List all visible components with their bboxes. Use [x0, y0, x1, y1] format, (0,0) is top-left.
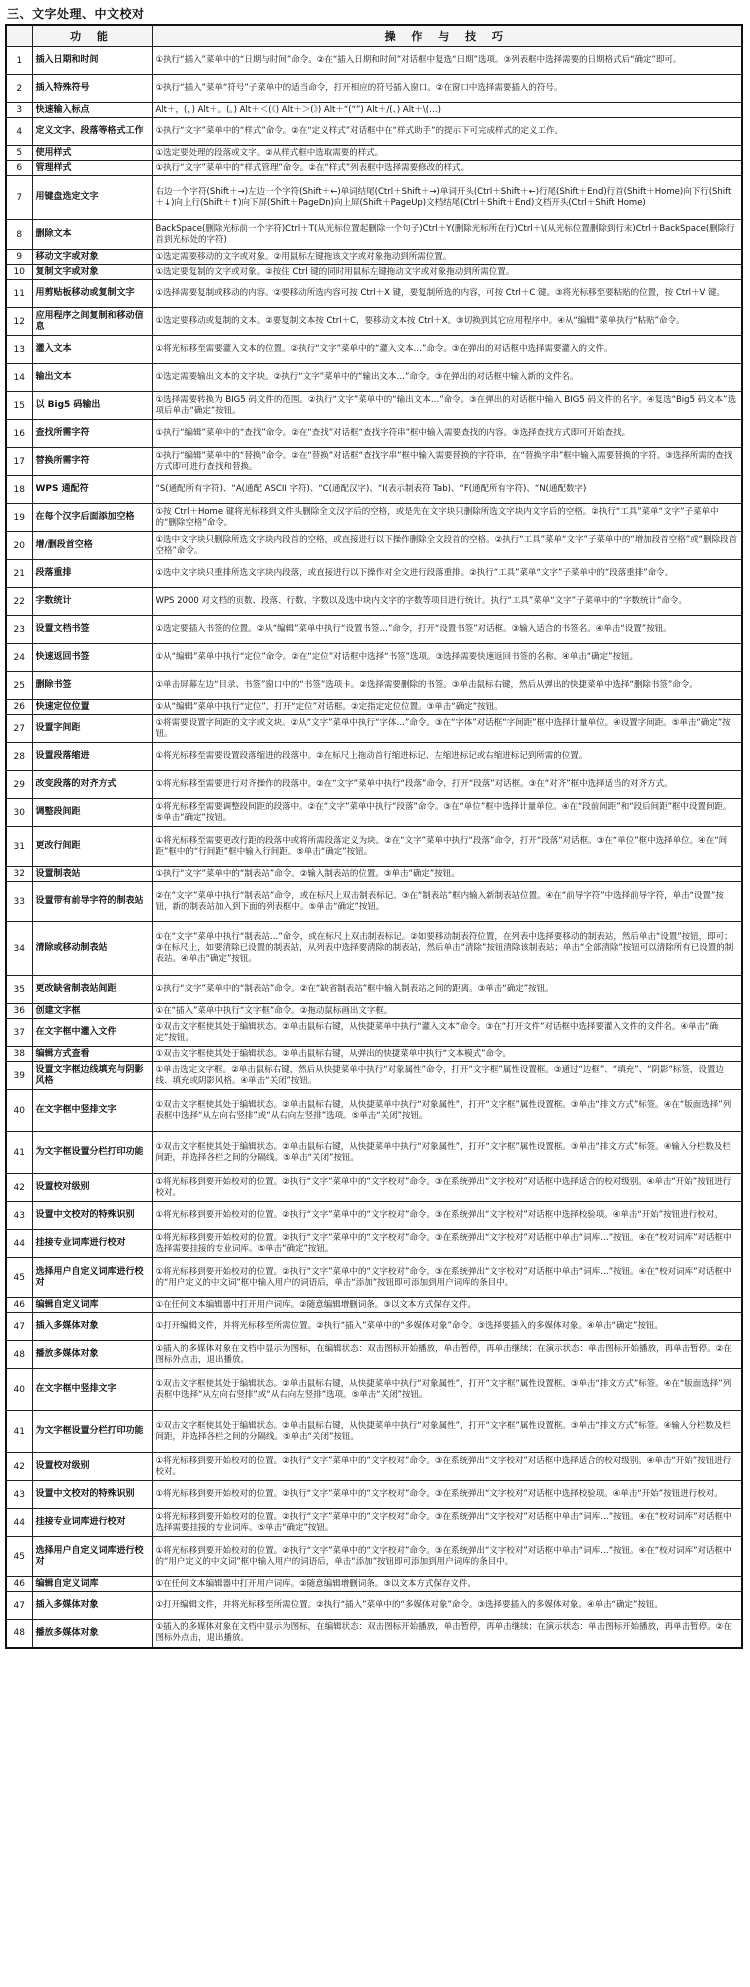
row-operation: ①执行“文字”菜单中的“制表站”命令。②输入制表站的位置。③单击“确定”按钮。 — [152, 867, 742, 882]
row-operation: ①双击文字框使其处于编辑状态。②单击鼠标右键，从快捷菜单中执行“对象属性”，打开“文字框”属性设置框。③单击“排文方式”标签。④在“版面选择”列表框中选择“从左向右竖排”或“从右向左竖排”选项。⑤单击“关闭”按钮。 — [152, 1369, 742, 1411]
row-number: 37 — [6, 1019, 32, 1047]
row-number: 41 — [6, 1411, 32, 1453]
row-number: 22 — [6, 588, 32, 616]
row-function: 设置制表站 — [32, 867, 152, 882]
row-function: 快速输入标点 — [32, 103, 152, 118]
row-function: 播放多媒体对象 — [32, 1620, 152, 1648]
table-row — [6, 616, 742, 644]
row-number: 31 — [6, 827, 32, 867]
row-operation: ①打开编辑文件，并将光标移至所需位置。②执行“插入”菜单中的“多媒体对象”命令。③选择要插入的多媒体对象。④单击“确定”按钮。 — [152, 1313, 742, 1341]
row-function: 移动文字或对象 — [32, 250, 152, 265]
row-operation: ①将光标移到要开始校对的位置。②执行“文字”菜单中的“文字校对”命令。③在系统弹出“文字校对”对话框中选择校验项。④单击“开始”按钮进行校对。 — [152, 1481, 742, 1509]
row-function: 在文字框中灌入文件 — [32, 1019, 152, 1047]
table-row — [6, 1090, 742, 1132]
row-function: 插入多媒体对象 — [32, 1592, 152, 1620]
row-number: 42 — [6, 1174, 32, 1202]
row-function: 以 Big5 码输出 — [32, 392, 152, 420]
row-function: 查找所需字符 — [32, 420, 152, 448]
table-body — [6, 47, 742, 1648]
row-operation: ①选定要移动或复制的文本。②要复制文本按 Ctrl＋C，要移动文本按 Ctrl＋X。③切换到其它应用程序中。④从“编辑”菜单执行“粘贴”命令。 — [152, 308, 742, 336]
row-function: 管理样式 — [32, 161, 152, 176]
table-row — [6, 1411, 742, 1453]
row-function: 设置中文校对的特殊识别 — [32, 1481, 152, 1509]
table-row — [6, 392, 742, 420]
row-operation: ①选择需要转换为 BIG5 码文件的范围。②执行“文字”菜单中的“输出文本…”命令。③在弹出的对话框中输入 BIG5 码文件的名字。④复选“Big5 码文本”选项后单击“确定”按钮。 — [152, 392, 742, 420]
row-function: 插入多媒体对象 — [32, 1313, 152, 1341]
row-function: 设置校对级别 — [32, 1174, 152, 1202]
row-operation: ①将光标移到要开始校对的位置。②执行“文字”菜单中的“文字校对”命令。③在系统弹出“文字校对”对话框中单击“词库…”按钮。④在“校对词库”对话框中选择需要挂接的专业词库。⑤单击“确定”按钮。 — [152, 1230, 742, 1258]
table-row — [6, 1537, 742, 1577]
header-function: 功 能 — [32, 25, 152, 47]
row-number: 45 — [6, 1258, 32, 1298]
row-number: 36 — [6, 1004, 32, 1019]
row-function: 设置文档书签 — [32, 616, 152, 644]
row-operation: ①执行“编辑”菜单中的“替换”命令。②在“替换”对话框“查找字串”框中输入需要替换的字符串，在“替换字串”框中输入需要替换的字符。③选择所需的查找方式即可进行查找和替换。 — [152, 448, 742, 476]
row-operation: ①将光标移至需要灌入文本的位置。②执行“文字”菜单中的“灌入文本…”命令。③在弹出的对话框中选择需要灌入的文件。 — [152, 336, 742, 364]
row-function: 在每个汉字后面添加空格 — [32, 504, 152, 532]
row-function: 挂接专业词库进行校对 — [32, 1230, 152, 1258]
row-operation: ①将光标移到要开始校对的位置。②执行“文字”菜单中的“文字校对”命令。③在系统弹出“文字校对”对话框中选择校验项。④单击“开始”按钮进行校对。 — [152, 1202, 742, 1230]
row-operation: ①在任何文本编辑器中打开用户词库。②随意编辑增删词条。③以文本方式保存文件。 — [152, 1298, 742, 1313]
row-function: 在文字框中竖排文字 — [32, 1369, 152, 1411]
row-operation: ①将需要设置字间距的文字或文块。②从“文字”菜单中执行“字体…”命令。③在“字体”对话框“字间距”框中选择计量单位。④设置字间距。⑤单击“确定”按钮。 — [152, 715, 742, 743]
row-operation: ①打开编辑文件，并将光标移至所需位置。②执行“插入”菜单中的“多媒体对象”命令。③选择要插入的多媒体对象。④单击“确定”按钮。 — [152, 1592, 742, 1620]
table-row — [6, 250, 742, 265]
row-number: 11 — [6, 280, 32, 308]
table-row — [6, 1509, 742, 1537]
table-row — [6, 588, 742, 616]
table-row — [6, 1004, 742, 1019]
row-number: 4 — [6, 118, 32, 146]
section-title: 三、文字处理、中文校对 — [7, 7, 145, 21]
table-row — [6, 672, 742, 700]
table-row — [6, 1298, 742, 1313]
table-header-row — [6, 25, 742, 47]
row-function: 更改行间距 — [32, 827, 152, 867]
row-function: 替换所需字符 — [32, 448, 152, 476]
row-operation: ①选定需要移动的文字或对象。②用鼠标左键拖该文字或对象拖动到所需位置。 — [152, 250, 742, 265]
header-operation: 操 作 与 技 巧 — [152, 25, 742, 47]
row-operation: ①将光标移到要开始校对的位置。②执行“文字”菜单中的“文字校对”命令。③在系统弹出“文字校对”对话框中单击“词库…”按钮。④在“校对词库”对话框中选择需要挂接的专业词库。⑤单击“确定”按钮。 — [152, 1509, 742, 1537]
row-number: 2 — [6, 75, 32, 103]
row-number: 35 — [6, 976, 32, 1004]
row-number: 46 — [6, 1298, 32, 1313]
row-function: 为文字框设置分栏打印功能 — [32, 1411, 152, 1453]
table-row — [6, 1230, 742, 1258]
row-function: 选择用户自定义词库进行校对 — [32, 1537, 152, 1577]
table-row — [6, 1369, 742, 1411]
table-row — [6, 1174, 742, 1202]
table-row — [6, 476, 742, 504]
table-row — [6, 644, 742, 672]
table-row — [6, 882, 742, 922]
row-function: 编辑自定义词库 — [32, 1577, 152, 1592]
table-row — [6, 922, 742, 976]
table-row — [6, 1481, 742, 1509]
row-operation: ①执行“编辑”菜单中的“查找”命令。②在“查找”对话框“查找字符串”框中输入需要查找的内容。③选择查找方式即可开始查找。 — [152, 420, 742, 448]
row-number: 9 — [6, 250, 32, 265]
row-number: 40 — [6, 1369, 32, 1411]
table-row — [6, 827, 742, 867]
row-function: 灌入文本 — [32, 336, 152, 364]
row-number: 32 — [6, 867, 32, 882]
row-function: 用键盘选定文字 — [32, 176, 152, 220]
row-function: 设置校对级别 — [32, 1453, 152, 1481]
row-number: 6 — [6, 161, 32, 176]
row-operation: BackSpace(删除光标前一个字符)Ctrl＋T(从光标位置起删除一个句子)Ctrl＋Y(删除光标所在行)Ctrl＋\(从光标位置删除到行末)Ctrl＋BackSpace(删除行首到光标处的字符) — [152, 220, 742, 250]
row-number: 33 — [6, 882, 32, 922]
row-function: 播放多媒体对象 — [32, 1341, 152, 1369]
table-row — [6, 1019, 742, 1047]
table-row — [6, 1313, 742, 1341]
row-function: 段落重排 — [32, 560, 152, 588]
row-operation: 右边一个字符(Shift＋→)左边一个字符(Shift＋←)单词结尾(Ctrl＋Shift＋→)单词开头(Ctrl＋Shift＋←)行尾(Shift＋End)行首(Shift＋Home)向下行(Shift＋↓)向上行(Shift＋↑)向下屏(Shift＋PageDn)向上屏(Shift＋PageUp)文档结尾(Ctrl＋Shift＋End)文档开头(Ctrl＋Shift Home) — [152, 176, 742, 220]
row-number: 27 — [6, 715, 32, 743]
table-row — [6, 265, 742, 280]
row-operation: ①选定要复制的文字或对象。②按住 Ctrl 键的同时用鼠标左键拖动文字或对象拖动到所需位置。 — [152, 265, 742, 280]
table-row — [6, 799, 742, 827]
row-operation: ①双击文字框使其处于编辑状态。②单击鼠标右键，从弹出的快捷菜单中执行“文本模式”命令。 — [152, 1047, 742, 1062]
row-function: 定义文字、段落等格式工作 — [32, 118, 152, 146]
table-row — [6, 700, 742, 715]
row-number: 15 — [6, 392, 32, 420]
table-row — [6, 1062, 742, 1090]
row-number: 46 — [6, 1577, 32, 1592]
row-operation: ①双击文字框使其处于编辑状态。②单击鼠标右键，从快捷菜单中执行“对象属性”，打开“文字框”属性设置框。③单击“排文方式”标签。④输入分栏数及栏间距，并选择各栏之间的分隔线。⑤单击“关闭”按钮。 — [152, 1411, 742, 1453]
row-function: 编辑方式查看 — [32, 1047, 152, 1062]
table-row — [6, 1577, 742, 1592]
table-row — [6, 176, 742, 220]
row-number: 24 — [6, 644, 32, 672]
row-number: 19 — [6, 504, 32, 532]
row-operation: ①从“编辑”菜单中执行“定位”命令。②在“定位”对话框中选择“书签”选项。③选择需要快速返回书签的名称。④单击“确定”按钮。 — [152, 644, 742, 672]
row-operation: ①从“编辑”菜单中执行“定位”，打开“定位”对话框。②定指定定位位置。③单击“确定”按钮。 — [152, 700, 742, 715]
row-function: 挂接专业词库进行校对 — [32, 1509, 152, 1537]
row-operation: ①选择需要复制或移动的内容。②要移动所选内容可按 Ctrl＋X 键，要复制所选的内容，可按 Ctrl＋C 键。③将光标移至要粘贴的位置，按 Ctrl＋V 键。 — [152, 280, 742, 308]
table-row — [6, 1592, 742, 1620]
row-operation: WPS 2000 对文档的页数、段落、行数、字数以及选中块内文字的字数等项目进行统计。执行“工具”菜单“文字”子菜单中的“字数统计”命令。 — [152, 588, 742, 616]
row-operation: ①选定要处理的段落或文字。②从样式框中选取需要的样式。 — [152, 146, 742, 161]
row-operation: Alt＋，(，) Alt＋。(。) Alt＋＜(《) Alt＋＞(》) Alt＋“(“”) Alt＋/(、) Alt＋\(…) — [152, 103, 742, 118]
table-row — [6, 47, 742, 75]
table-row — [6, 448, 742, 476]
table-row — [6, 1202, 742, 1230]
document-page — [5, 4, 743, 1649]
row-number: 1 — [6, 47, 32, 75]
header-number — [6, 25, 32, 47]
table-row — [6, 280, 742, 308]
row-number: 18 — [6, 476, 32, 504]
row-number: 20 — [6, 532, 32, 560]
row-operation: ①选中文字块只删除所选文字块内段首的空格，或直接进行以下操作删除全文段首的空格。②执行“工具”菜单“文字”子菜单中的“增加段首空格”或“删除段首空格”命令。 — [152, 532, 742, 560]
row-number: 28 — [6, 743, 32, 771]
row-operation: ①将光标移至需要进行对齐操作的段落中。②在“文字”菜单中执行“段落”命令，打开“段落”对话框。③在“对齐”框中选择适当的对齐方式。 — [152, 771, 742, 799]
table-row — [6, 420, 742, 448]
row-number: 3 — [6, 103, 32, 118]
table-row — [6, 1132, 742, 1174]
row-number: 39 — [6, 1062, 32, 1090]
row-function: 删除书签 — [32, 672, 152, 700]
table-row — [6, 336, 742, 364]
row-number: 13 — [6, 336, 32, 364]
row-operation: “S(通配所有字符)、“A(通配 ASCII 字符)、“C(通配汉字)、“I(表示制表符 Tab)、“F(通配所有字符)、“N(通配数字) — [152, 476, 742, 504]
row-function: 设置中文校对的特殊识别 — [32, 1202, 152, 1230]
row-number: 38 — [6, 1047, 32, 1062]
row-operation: ①在任何文本编辑器中打开用户词库。②随意编辑增删词条。③以文本方式保存文件。 — [152, 1577, 742, 1592]
row-number: 5 — [6, 146, 32, 161]
row-function: 设置段落缩进 — [32, 743, 152, 771]
row-number: 47 — [6, 1313, 32, 1341]
row-operation: ①将光标移到要开始校对的位置。②执行“文字”菜单中的“文字校对”命令。③在系统弹出“文字校对”对话框中选择适合的校对级别。④单击“开始”按钮进行校对。 — [152, 1453, 742, 1481]
table-row — [6, 743, 742, 771]
row-function: 快速定位位置 — [32, 700, 152, 715]
row-function: 调整段间距 — [32, 799, 152, 827]
row-number: 8 — [6, 220, 32, 250]
row-function: 创建文字框 — [32, 1004, 152, 1019]
row-number: 7 — [6, 176, 32, 220]
operations-table — [5, 24, 743, 1649]
row-function: 设置文字框边线填充与阴影风格 — [32, 1062, 152, 1090]
row-operation: ①双击文字框使其处于编辑状态。②单击鼠标右键，从快捷菜单中执行“对象属性”，打开“文字框”属性设置框。③单击“排文方式”标签。④在“版面选择”列表框中选择“从左向右竖排”或“从右向左竖排”选项。⑤单击“关闭”按钮。 — [152, 1090, 742, 1132]
table-row — [6, 1258, 742, 1298]
table-row — [6, 867, 742, 882]
row-operation: ①单击屏幕左边“目录、书签”窗口中的“书签”选项卡。②选择需要删除的书签。③单击鼠标右键，然后从弹出的快捷菜单中选择“删除书签”命令。 — [152, 672, 742, 700]
table-row — [6, 1620, 742, 1648]
row-operation: ①执行“文字”菜单中的“制表站”命令。②在“缺省制表站”框中输入制表站之间的距离。③单击“确定”按钮。 — [152, 976, 742, 1004]
row-operation: ①双击文字框使其处于编辑状态。②单击鼠标右键，从快捷菜单中执行“灌入文本”命令。③在“打开文件”对话框中选择要灌入文件的文件名。④单击“确定”按钮。 — [152, 1019, 742, 1047]
row-function: 设置带有前导字符的制表站 — [32, 882, 152, 922]
row-number: 42 — [6, 1453, 32, 1481]
table-row — [6, 75, 742, 103]
row-operation: ①将光标移至需要设置段落缩进的段落中。②在标尺上拖动首行缩进标记、左缩进标记或右缩进标记到所需的位置。 — [152, 743, 742, 771]
row-operation: ①将光标移至需要更改行距的段落中或将所需段落定义为块。②在“文字”菜单中执行“段落”命令，打开“段落”对话框。③在“单位”框中选择单位。④在“间距”框中的“行间距”框中输入行间距。⑤单击“确定”按钮。 — [152, 827, 742, 867]
row-operation: ①选定要插入书签的位置。②从“编辑”菜单中执行“设置书签…”命令，打开“设置书签”对话框。③输入适合的书签名。④单击“设置”按钮。 — [152, 616, 742, 644]
row-number: 45 — [6, 1537, 32, 1577]
table-row — [6, 1453, 742, 1481]
row-number: 40 — [6, 1090, 32, 1132]
row-number: 14 — [6, 364, 32, 392]
row-function: 用剪贴板移动或复制文字 — [32, 280, 152, 308]
row-number: 23 — [6, 616, 32, 644]
row-number: 16 — [6, 420, 32, 448]
row-number: 17 — [6, 448, 32, 476]
row-operation: ①执行“插入”菜单“符号”子菜单中的适当命令，打开相应的符号插入窗口。②在窗口中选择需要插入的符号。 — [152, 75, 742, 103]
row-number: 29 — [6, 771, 32, 799]
table-row — [6, 146, 742, 161]
row-function: 清除或移动制表站 — [32, 922, 152, 976]
row-function: 更改缺省制表站间距 — [32, 976, 152, 1004]
row-number: 26 — [6, 700, 32, 715]
table-row — [6, 976, 742, 1004]
row-number: 43 — [6, 1202, 32, 1230]
row-number: 34 — [6, 922, 32, 976]
row-number: 41 — [6, 1132, 32, 1174]
row-function: WPS 通配符 — [32, 476, 152, 504]
row-number: 48 — [6, 1620, 32, 1648]
table-row — [6, 771, 742, 799]
row-number: 43 — [6, 1481, 32, 1509]
table-row — [6, 308, 742, 336]
row-function: 删除文本 — [32, 220, 152, 250]
row-operation: ①在“文字”菜单中执行“制表站…”命令，或在标尺上双击制表标记。②如要移动制表符位置，在列表中选择要移动的制表站，然后单击“设置”按钮，即可；③在标尺上，如要清除已设置的制表站，从列表中选择要清除的制表站，然后单击“清除”按钮清除该制表站；单击“全部清除”按钮可以清除所有已设置的制表站。④单击“确定”按钮。 — [152, 922, 742, 976]
row-function: 使用样式 — [32, 146, 152, 161]
row-function: 应用程序之间复制和移动信息 — [32, 308, 152, 336]
table-row — [6, 532, 742, 560]
row-number: 44 — [6, 1509, 32, 1537]
row-operation: ①选中文字块只重排所选文字块内段落，或直接进行以下操作对全文进行段落重排。②执行“工具”菜单“文字”子菜单中的“段落重排”命令。 — [152, 560, 742, 588]
row-operation: ①将光标移至需要调整段间距的段落中。②在“文字”菜单中执行“段落”命令。③在“单位”框中选择计量单位。④在“段前间距”和“段后间距”框中设置间距。⑤单击“确定”按钮。 — [152, 799, 742, 827]
table-row — [6, 161, 742, 176]
row-function: 字数统计 — [32, 588, 152, 616]
row-function: 插入特殊符号 — [32, 75, 152, 103]
table-row — [6, 715, 742, 743]
row-operation: ②在“文字”菜单中执行“制表站”命令，或在标尺上双击制表标记。③在“制表站”框内输入新制表站位置。④在“前导字符”中选择前导字符，单击“设置”按钮，新的制表站加入到下面的列表框中。⑤单击“确定”按钮。 — [152, 882, 742, 922]
row-function: 在文字框中竖排文字 — [32, 1090, 152, 1132]
row-function: 编辑自定义词库 — [32, 1298, 152, 1313]
row-function: 复制文字或对象 — [32, 265, 152, 280]
row-operation: ①将光标移到要开始校对的位置。②执行“文字”菜单中的“文字校对”命令。③在系统弹出“文字校对”对话框中单击“词库…”按钮。④在“校对词库”对话框中的“用户定义的中文词”框中输入用户的词语后，单击“添加”按钮即可添加到用户词库的条目中。 — [152, 1537, 742, 1577]
row-operation: ①将光标移到要开始校对的位置。②执行“文字”菜单中的“文字校对”命令。③在系统弹出“文字校对”对话框中单击“词库…”按钮。④在“校对词库”对话框中的“用户定义的中文词”框中输入用户的词语后，单击“添加”按钮即可添加到用户词库的条目中。 — [152, 1258, 742, 1298]
row-function: 输出文本 — [32, 364, 152, 392]
row-operation: ①插入的多媒体对象在文档中显示为图标，在编辑状态：双击图标开始播放，单击暂停，再单击继续；在演示状态：单击图标开始播放，再单击暂停。②在图标外点击，退出播放。 — [152, 1620, 742, 1648]
table-row — [6, 1047, 742, 1062]
row-number: 25 — [6, 672, 32, 700]
table-row — [6, 118, 742, 146]
row-operation: ①执行“文字”菜单中的“样式管理”命令。②在“样式”列表框中选择需要修改的样式。 — [152, 161, 742, 176]
row-function: 为文字框设置分栏打印功能 — [32, 1132, 152, 1174]
row-number: 12 — [6, 308, 32, 336]
row-number: 48 — [6, 1341, 32, 1369]
row-operation: ①执行“插入”菜单中的“日期与时间”命令。②在“插入日期和时间”对话框中复选“日期”选项。③列表框中选择需要的日期格式后“确定”即可。 — [152, 47, 742, 75]
row-number: 44 — [6, 1230, 32, 1258]
row-operation: ①执行“文字”菜单中的“样式”命令。②在“定义样式”对话框中在“样式助手”的提示下可完成样式的定义工作。 — [152, 118, 742, 146]
row-function: 增/删段首空格 — [32, 532, 152, 560]
table-row — [6, 103, 742, 118]
row-function: 改变段落的对齐方式 — [32, 771, 152, 799]
row-function: 选择用户自定义词库进行校对 — [32, 1258, 152, 1298]
row-operation: ①单击选定文字框。②单击鼠标右键，然后从快捷菜单中执行“对象属性”命令，打开“文字框”属性设置框。③通过“边框”、“填充”、“阴影”标签，设置边线、填充或阴影风格。④单击“关闭”按钮。 — [152, 1062, 742, 1090]
row-function: 快速返回书签 — [32, 644, 152, 672]
row-function: 设置字间距 — [32, 715, 152, 743]
table-row — [6, 1341, 742, 1369]
row-operation: ①选定需要输出文本的文字块。②执行“文字”菜单中的“输出文本…”命令。③在弹出的对话框中输入新的文件名。 — [152, 364, 742, 392]
row-function: 插入日期和时间 — [32, 47, 152, 75]
table-row — [6, 220, 742, 250]
table-row — [6, 560, 742, 588]
row-operation: ①在“插入”菜单中执行“文字框”命令。②拖动鼠标画出文字框。 — [152, 1004, 742, 1019]
row-operation: ①按 Ctrl＋Home 键将光标移到文件头删除全文汉字后的空格，或是先在文字块只删除所选文字块内文字后的空格。②执行“工具”菜单“文字”子菜单中的“删除空格”命令。 — [152, 504, 742, 532]
row-number: 30 — [6, 799, 32, 827]
row-number: 10 — [6, 265, 32, 280]
table-row — [6, 504, 742, 532]
row-operation: ①将光标移到要开始校对的位置。②执行“文字”菜单中的“文字校对”命令。③在系统弹出“文字校对”对话框中选择适合的校对级别。④单击“开始”按钮进行校对。 — [152, 1174, 742, 1202]
row-number: 21 — [6, 560, 32, 588]
row-operation: ①插入的多媒体对象在文档中显示为图标，在编辑状态：双击图标开始播放，单击暂停，再单击继续；在演示状态：单击图标开始播放，再单击暂停。②在图标外点击，退出播放。 — [152, 1341, 742, 1369]
row-number: 47 — [6, 1592, 32, 1620]
row-operation: ①双击文字框使其处于编辑状态。②单击鼠标右键，从快捷菜单中执行“对象属性”，打开“文字框”属性设置框。③单击“排文方式”标签。④输入分栏数及栏间距，并选择各栏之间的分隔线。⑤单击“关闭”按钮。 — [152, 1132, 742, 1174]
table-row — [6, 364, 742, 392]
